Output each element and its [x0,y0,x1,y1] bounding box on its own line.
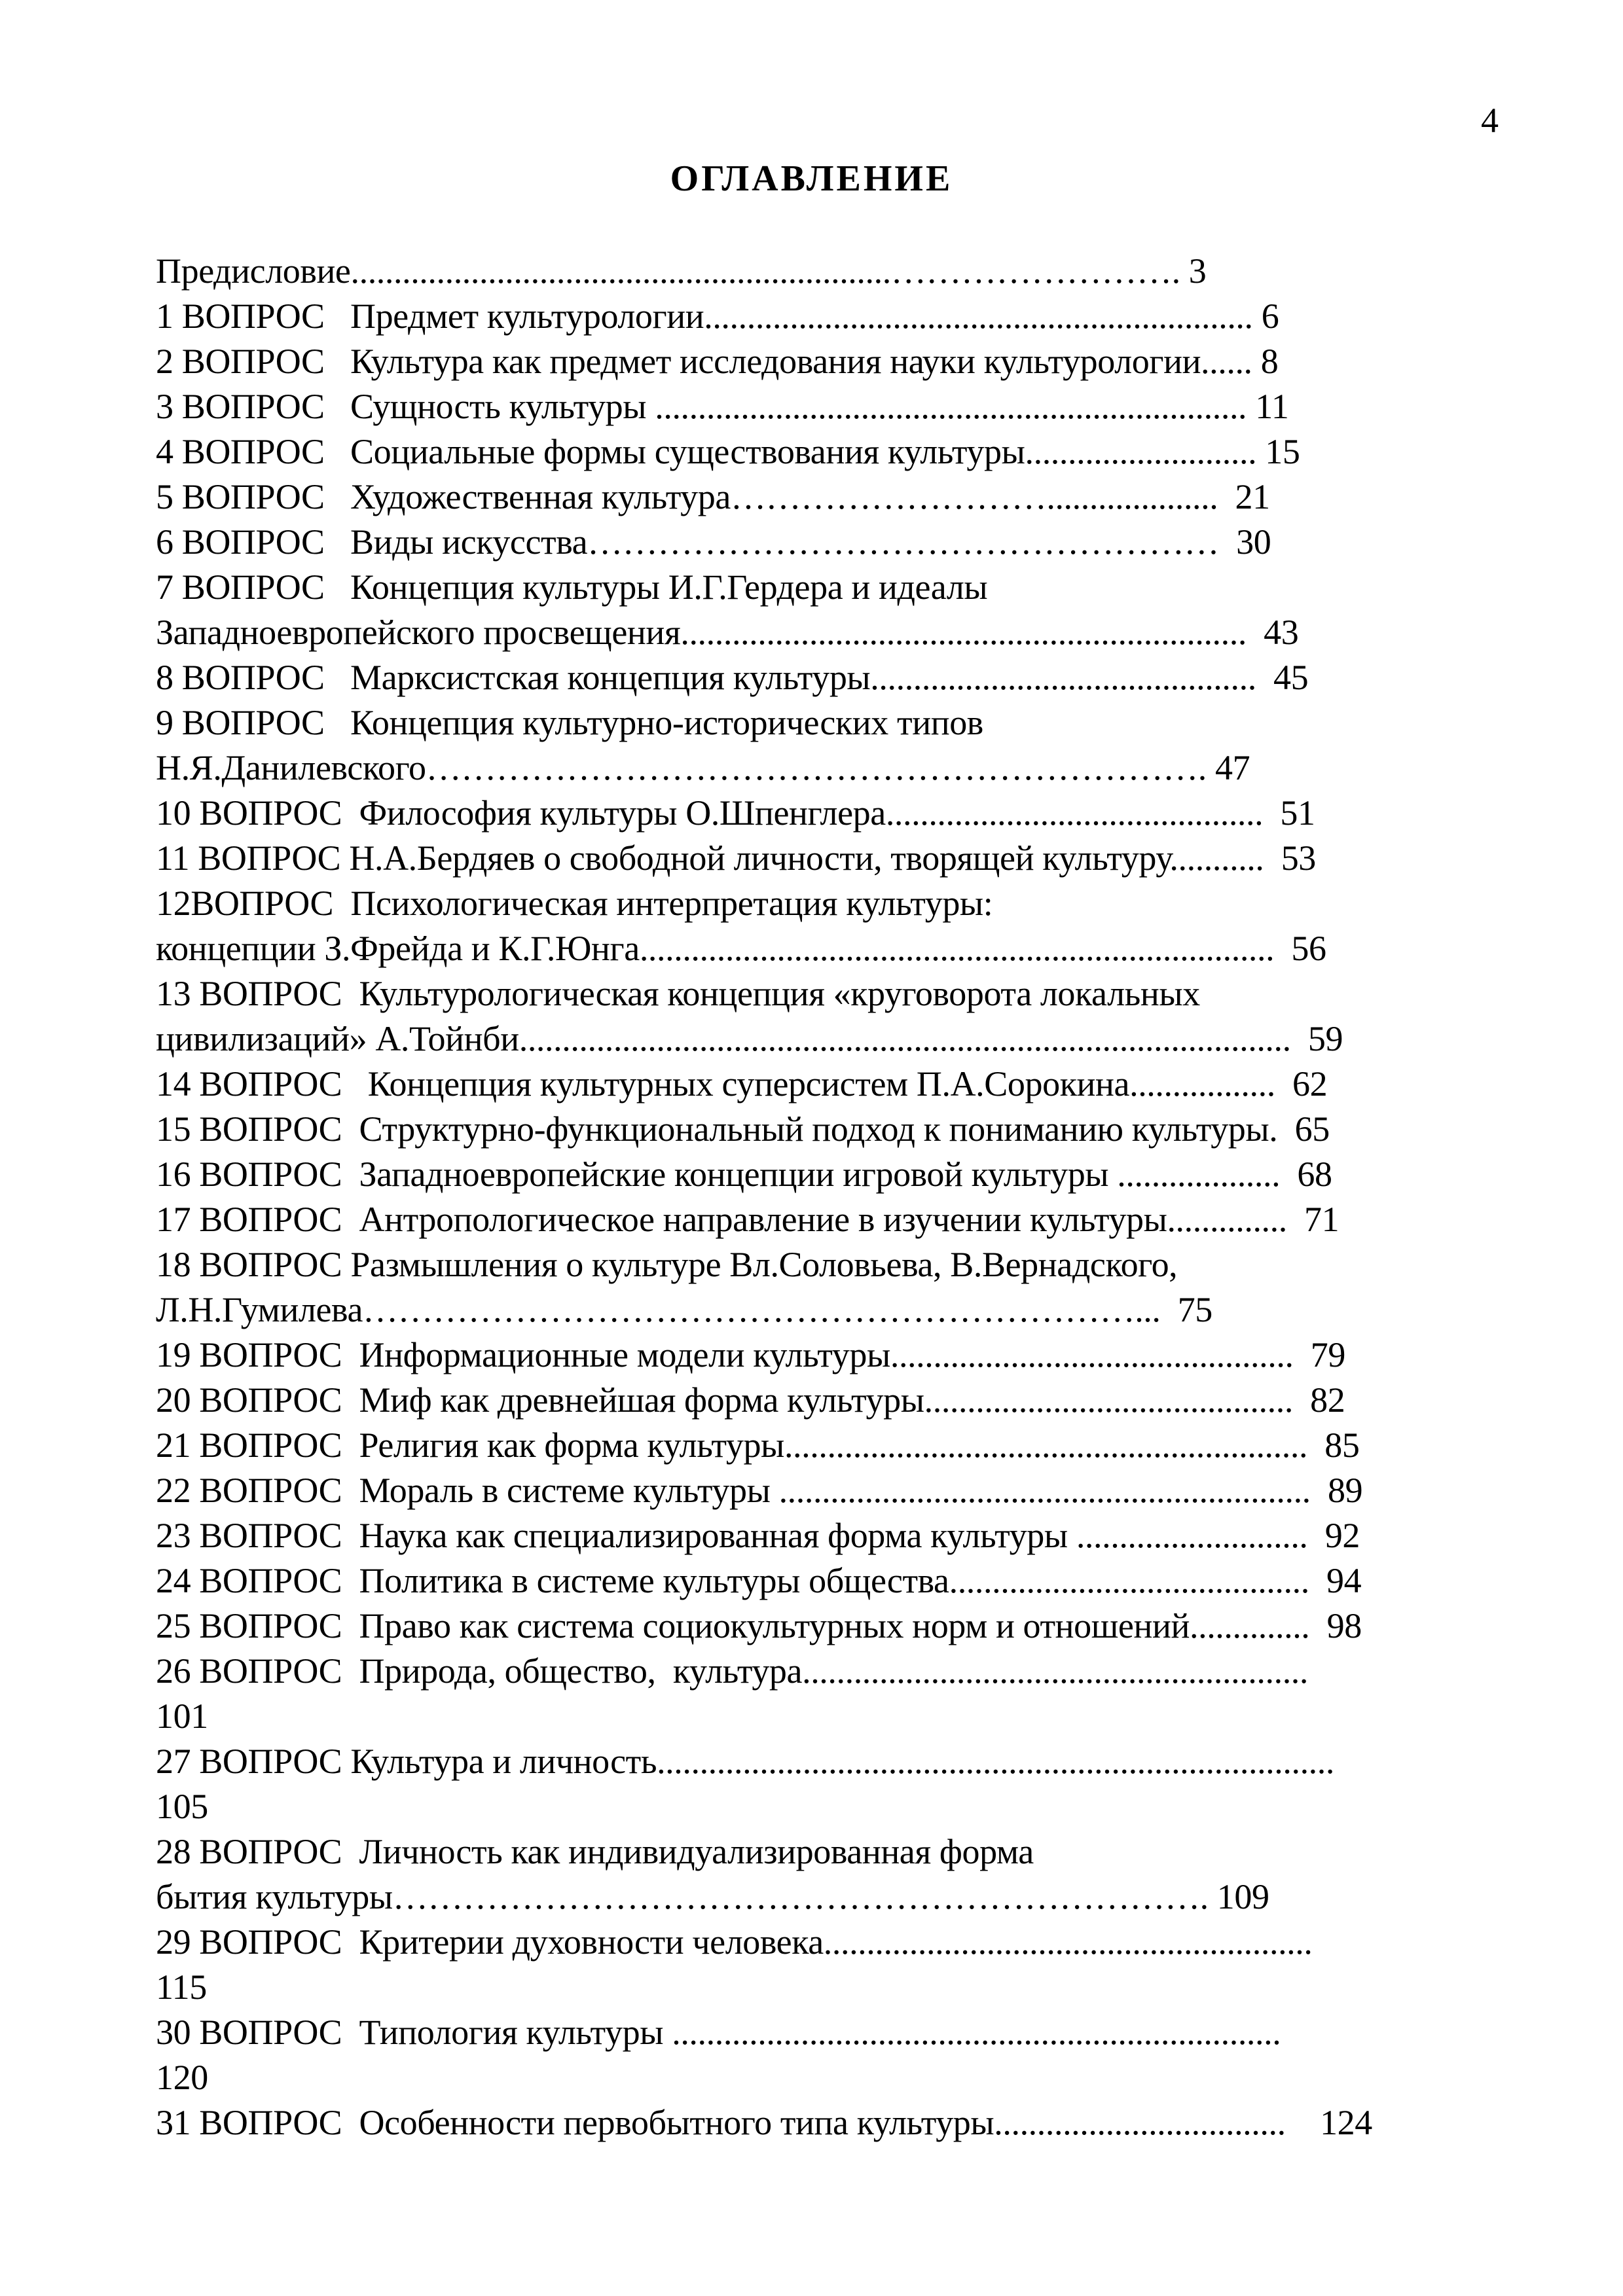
toc-entry-9-continued[interactable]: Н.Я.Данилевского…………………………………………………………. 47 [156,748,1250,787]
toc-entry-preface[interactable]: Предисловие...............................................................……………………. 3 [156,251,1207,291]
toc-entry-13[interactable]: 13 ВОПРОС Культурологическая концепция «круговорота локальных [156,974,1200,1013]
toc-entry-6[interactable]: 6 ВОПРОС Виды искусства……………………………………………… 30 [156,522,1271,562]
toc-entry-25[interactable]: 25 ВОПРОС Право как система социокультурных норм и отношений.............. 98 [156,1606,1362,1645]
toc-entry-10[interactable]: 10 ВОПРОС Философия культуры О.Шпенглера............................................ 51 [156,793,1315,833]
toc-entry-12-continued[interactable]: концепции З.Фрейда и К.Г.Юнга.......................................................................... 56 [156,929,1326,968]
toc-entry-1[interactable]: 1 ВОПРОС Предмет культурологии................................................................ 6 [156,296,1279,336]
toc-entry-24[interactable]: 24 ВОПРОС Политика в системе культуры общества.......................................... 94 [156,1561,1362,1600]
toc-entry-14[interactable]: 14 ВОПРОС Концепция культурных суперсистем П.А.Сорокина................. 62 [156,1064,1328,1103]
toc-entry-7-continued[interactable]: Западноевропейского просвещения.................................................................. 43 [156,613,1299,652]
toc-entry-16[interactable]: 16 ВОПРОС Западноевропейские концепции игровой культуры ................... 68 [156,1155,1332,1194]
toc-entry-11[interactable]: 11 ВОПРОС Н.А.Бердяев о свободной личности, творящей культуру........... 53 [156,838,1316,878]
toc-entry-2[interactable]: 2 ВОПРОС Культура как предмет исследования науки культурологии...... 8 [156,342,1279,381]
toc-entry-27[interactable]: 27 ВОПРОС Культура и личность............................................................................... [156,1742,1334,1781]
toc-entry-18-continued[interactable]: Л.Н.Гумилева…………………………………………………………... 75 [156,1290,1213,1329]
toc-entry-3[interactable]: 3 ВОПРОС Сущность культуры ..................................................................... 11 [156,387,1289,426]
toc-entry-17[interactable]: 17 ВОПРОС Антропологическое направление в изучении культуры.............. 71 [156,1200,1340,1239]
toc-entry-8[interactable]: 8 ВОПРОС Марксистская концепция культуры............................................. 45 [156,658,1309,697]
toc-entry-13-continued[interactable]: цивилизаций» А.Тойнби.......................................................................................... 59 [156,1019,1343,1058]
toc-entry-30[interactable]: 30 ВОПРОС Типология культуры ....................................................................... [156,2013,1281,2052]
toc-entry-18[interactable]: 18 ВОПРОС Размышления о культуре Вл.Соловьева, В.Вернадского, [156,1245,1178,1284]
toc-entry-4[interactable]: 4 ВОПРОС Социальные формы существования культуры........................... 15 [156,432,1300,471]
page-title: ОГЛАВЛЕНИЕ [670,158,953,199]
toc-entry-26[interactable]: 26 ВОПРОС Природа, общество, культура........................................................... [156,1651,1308,1691]
toc-entry-28[interactable]: 28 ВОПРОС Личность как индивидуализированная форма [156,1832,1034,1871]
toc-entry-5[interactable]: 5 ВОПРОС Художественная культура……………………….................... 21 [156,477,1270,516]
toc-entry-19[interactable]: 19 ВОПРОС Информационные модели культуры............................................... 79 [156,1335,1345,1374]
toc-entry-28-continued[interactable]: бытия культуры……………………………………………………………. 109 [156,1877,1269,1916]
toc-entry-26-page[interactable]: 101 [156,1696,208,1736]
toc-entry-12[interactable]: 12ВОПРОС Психологическая интерпретация культуры: [156,884,993,923]
toc-entry-30-page[interactable]: 120 [156,2058,208,2097]
toc-entry-21[interactable]: 21 ВОПРОС Религия как форма культуры............................................................. 85 [156,1426,1360,1465]
toc-entry-27-page[interactable]: 105 [156,1787,208,1826]
toc-entry-9[interactable]: 9 ВОПРОС Концепция культурно-исторических типов [156,703,983,742]
toc-entry-20[interactable]: 20 ВОПРОС Миф как древнейшая форма культуры........................................... 82 [156,1380,1345,1420]
page-number: 4 [1481,101,1499,140]
toc-entry-31[interactable]: 31 ВОПРОС Особенности первобытного типа культуры.................................. 124 [156,2103,1372,2142]
toc-entry-15[interactable]: 15 ВОПРОС Структурно-функциональный подход к пониманию культуры. 65 [156,1109,1330,1149]
toc-entry-29[interactable]: 29 ВОПРОС Критерии духовности человека......................................................... [156,1922,1313,1962]
toc-entry-29-page[interactable]: 115 [156,1967,207,2007]
toc-entry-22[interactable]: 22 ВОПРОС Мораль в системе культуры .............................................................. 89 [156,1471,1363,1510]
toc-entry-23[interactable]: 23 ВОПРОС Наука как специализированная форма культуры ........................... 92 [156,1516,1360,1555]
toc-entry-7[interactable]: 7 ВОПРОС Концепция культуры И.Г.Гердера и идеалы [156,567,988,607]
